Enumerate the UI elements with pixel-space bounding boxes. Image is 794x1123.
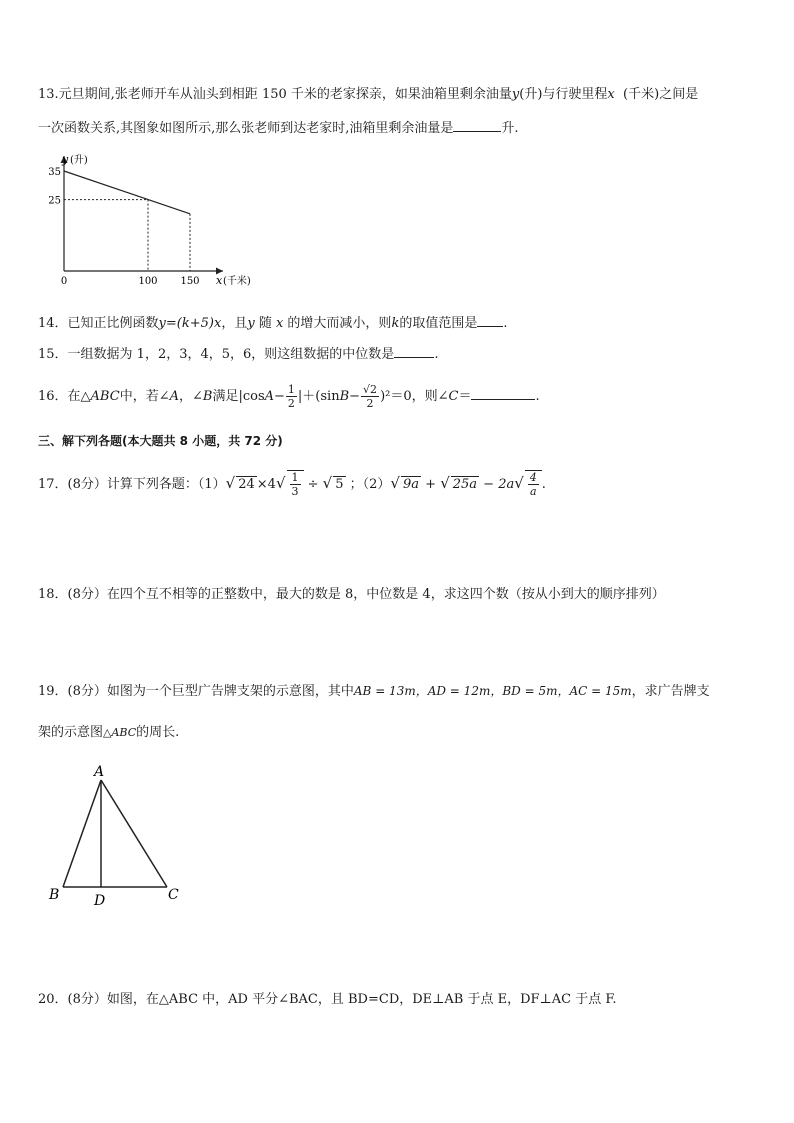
q20-line: [38, 988, 616, 1007]
q14-var-y: y: [247, 316, 255, 331]
sqrt-sign-icon: √: [225, 474, 236, 492]
q14-text-c: 随: [254, 316, 276, 331]
q20-text: 20．(8分）如图，在△ABC 中，AD 平分∠BAC，且 BD=CD，DE⊥AB 于点 E，DF⊥AC 于点 F.: [38, 992, 617, 1007]
q17-minus-2a: − 2a: [479, 477, 515, 492]
q13-unit-y: (升): [519, 87, 543, 102]
vertex-label-c: C: [168, 887, 179, 903]
q14-var-k: k: [391, 316, 400, 331]
q13-var-y: y: [511, 87, 520, 102]
section-three-header: 三、解下列各题(本大题共 8 小题，共 72 分): [38, 434, 283, 448]
q16-angle-a: ∠A: [158, 389, 179, 404]
chart-xtick-label: 150: [180, 276, 200, 287]
q13-mid: 与行驶里程: [542, 87, 608, 102]
q16-line: [38, 383, 540, 410]
q15-answer-blank[interactable]: [394, 345, 434, 358]
q19-text2-end: 的周长.: [136, 725, 180, 740]
q13-line1: [38, 83, 698, 102]
q17-end: .: [541, 477, 546, 492]
vertex-label-d: D: [94, 893, 106, 909]
q16-frac1-den: 2: [287, 397, 295, 410]
q16-text-d: |＋(sin: [297, 389, 340, 404]
chart-x-unit-label: (千米): [223, 276, 251, 287]
q19-text1-end: ，求广告牌支: [631, 684, 710, 699]
q14-var-x: x: [275, 316, 284, 331]
q14-text-b: ，且: [221, 316, 248, 331]
q14-text-d: 的增大而减小，则: [283, 316, 392, 331]
q16-answer-blank[interactable]: [471, 387, 535, 400]
q17-plus: +: [421, 477, 441, 492]
chart-ytick-label: 35: [48, 167, 61, 178]
q18-line: [38, 583, 665, 602]
q14-text-e: 的取值范围是: [399, 316, 478, 331]
triangle-side-ac: [101, 780, 167, 887]
q14-text-a: 14．已知正比例函数: [38, 316, 159, 331]
chart-xtick-label: 100: [138, 276, 158, 287]
chart-y-unit-label: (升): [70, 155, 88, 166]
q17-frac-den: 3: [291, 485, 299, 498]
q15-end: .: [434, 347, 439, 362]
q16-fraction-half: [286, 383, 297, 410]
q19-triangle: △ABC: [103, 726, 137, 739]
q13-text1: 13.元旦期间,张老师开车从汕头到相距 150 千米的老家探亲，如果油箱里剩余油量: [38, 87, 512, 102]
chart-ytick-label: 25: [48, 195, 61, 207]
q17-frac2-num: 4: [529, 471, 537, 484]
sqrt-sign-icon: √: [390, 474, 400, 492]
chart-series-line: [64, 171, 190, 214]
sqrt-sign-icon: √: [514, 474, 524, 492]
q17-radicand-25a: 25a: [452, 477, 478, 492]
triangle-side-ab: [63, 780, 101, 887]
q16-var-a: A: [264, 389, 275, 404]
sqrt-sign-icon: √: [322, 474, 333, 492]
q19-measures: AB = 13m，AD = 12m，BD = 5m，AC = 15m: [353, 684, 632, 698]
q19-triangle-figure: [45, 762, 195, 912]
sqrt-sign-icon: √: [440, 474, 450, 492]
chart-y-var-label: y: [62, 153, 69, 166]
q17-divide: ÷: [303, 477, 323, 492]
q16-var-b: B: [339, 389, 350, 404]
q16-text-a: 16．在: [38, 389, 81, 404]
q19-text2: 架的示意图: [38, 725, 104, 740]
q17-radical-fraction-2: [525, 470, 542, 498]
q17-frac2-den: a: [530, 485, 537, 498]
q13-end: 之间是: [659, 87, 699, 102]
q17-radicand-24: 24: [238, 477, 255, 492]
q17-times: ×4: [256, 477, 276, 492]
q19-line1: [38, 680, 710, 699]
q16-minus2: −: [349, 389, 361, 404]
q17-prefix: 17．(8分）计算下列各题：（1）: [38, 477, 226, 492]
q19-line2: [38, 721, 179, 740]
q14-end: .: [503, 316, 508, 331]
sqrt-sign-icon: √: [275, 474, 286, 492]
q16-end: .: [535, 389, 540, 404]
q13-unit-x: (千米): [623, 87, 660, 102]
q13-fuel-chart: [30, 148, 270, 298]
q17-radical-fraction: [287, 470, 304, 498]
q16-angle-b: ∠B: [192, 389, 213, 404]
q16-frac1-num: 1: [287, 383, 295, 396]
chart-x-var-label: x: [216, 274, 223, 287]
q16-text-b: 中，若: [119, 389, 159, 404]
q13-answer-blank[interactable]: [453, 119, 501, 132]
q18-text: 18．(8分）在四个互不相等的正整数中，最大的数是 8，中位数是 4，求这四个数（按从小到大的顺序排列）: [38, 587, 665, 602]
q16-text-e: )²＝0，则∠: [380, 389, 449, 404]
q16-var-c: C: [448, 389, 459, 404]
vertex-label-b: B: [49, 887, 60, 903]
q17-radicand-9a: 9a: [402, 477, 420, 492]
q16-text-c: 满足|cos: [212, 389, 265, 404]
q13-text2: 一次函数关系,其图象如图所示,那么张老师到达老家时,油箱里剩余油量是: [38, 121, 454, 136]
q16-fraction-root2: [361, 383, 379, 410]
q15-text: 15．一组数据为 1，2，3，4，5，6，则这组数据的中位数是: [38, 347, 395, 362]
q16-text-f: ＝: [458, 389, 472, 404]
q16-frac2-den: 2: [366, 397, 374, 410]
q17-sep: ；（2）: [345, 477, 391, 492]
q16-minus1: −: [274, 389, 285, 404]
q13-text2-end: 升.: [501, 121, 519, 136]
q17-frac-num: 1: [291, 471, 299, 484]
q14-line: [38, 312, 507, 331]
vertex-label-a: A: [94, 764, 105, 780]
q17-line: [38, 470, 546, 498]
q19-text1: 19．(8分）如图为一个巨型广告牌支架的示意图，其中: [38, 684, 354, 699]
q17-radicand-5: 5: [335, 477, 344, 492]
q13-var-x: x: [607, 87, 615, 102]
q16-frac2-num: √2: [363, 383, 378, 396]
q14-formula: y=(k+5)x: [158, 316, 222, 331]
q15-line: [38, 343, 438, 362]
q13-line2: [38, 117, 519, 136]
q14-answer-blank[interactable]: [477, 314, 503, 327]
chart-xtick-label: 0: [60, 276, 68, 287]
q16-triangle: △ABC: [80, 389, 120, 404]
q16-sep: ，: [178, 389, 192, 404]
